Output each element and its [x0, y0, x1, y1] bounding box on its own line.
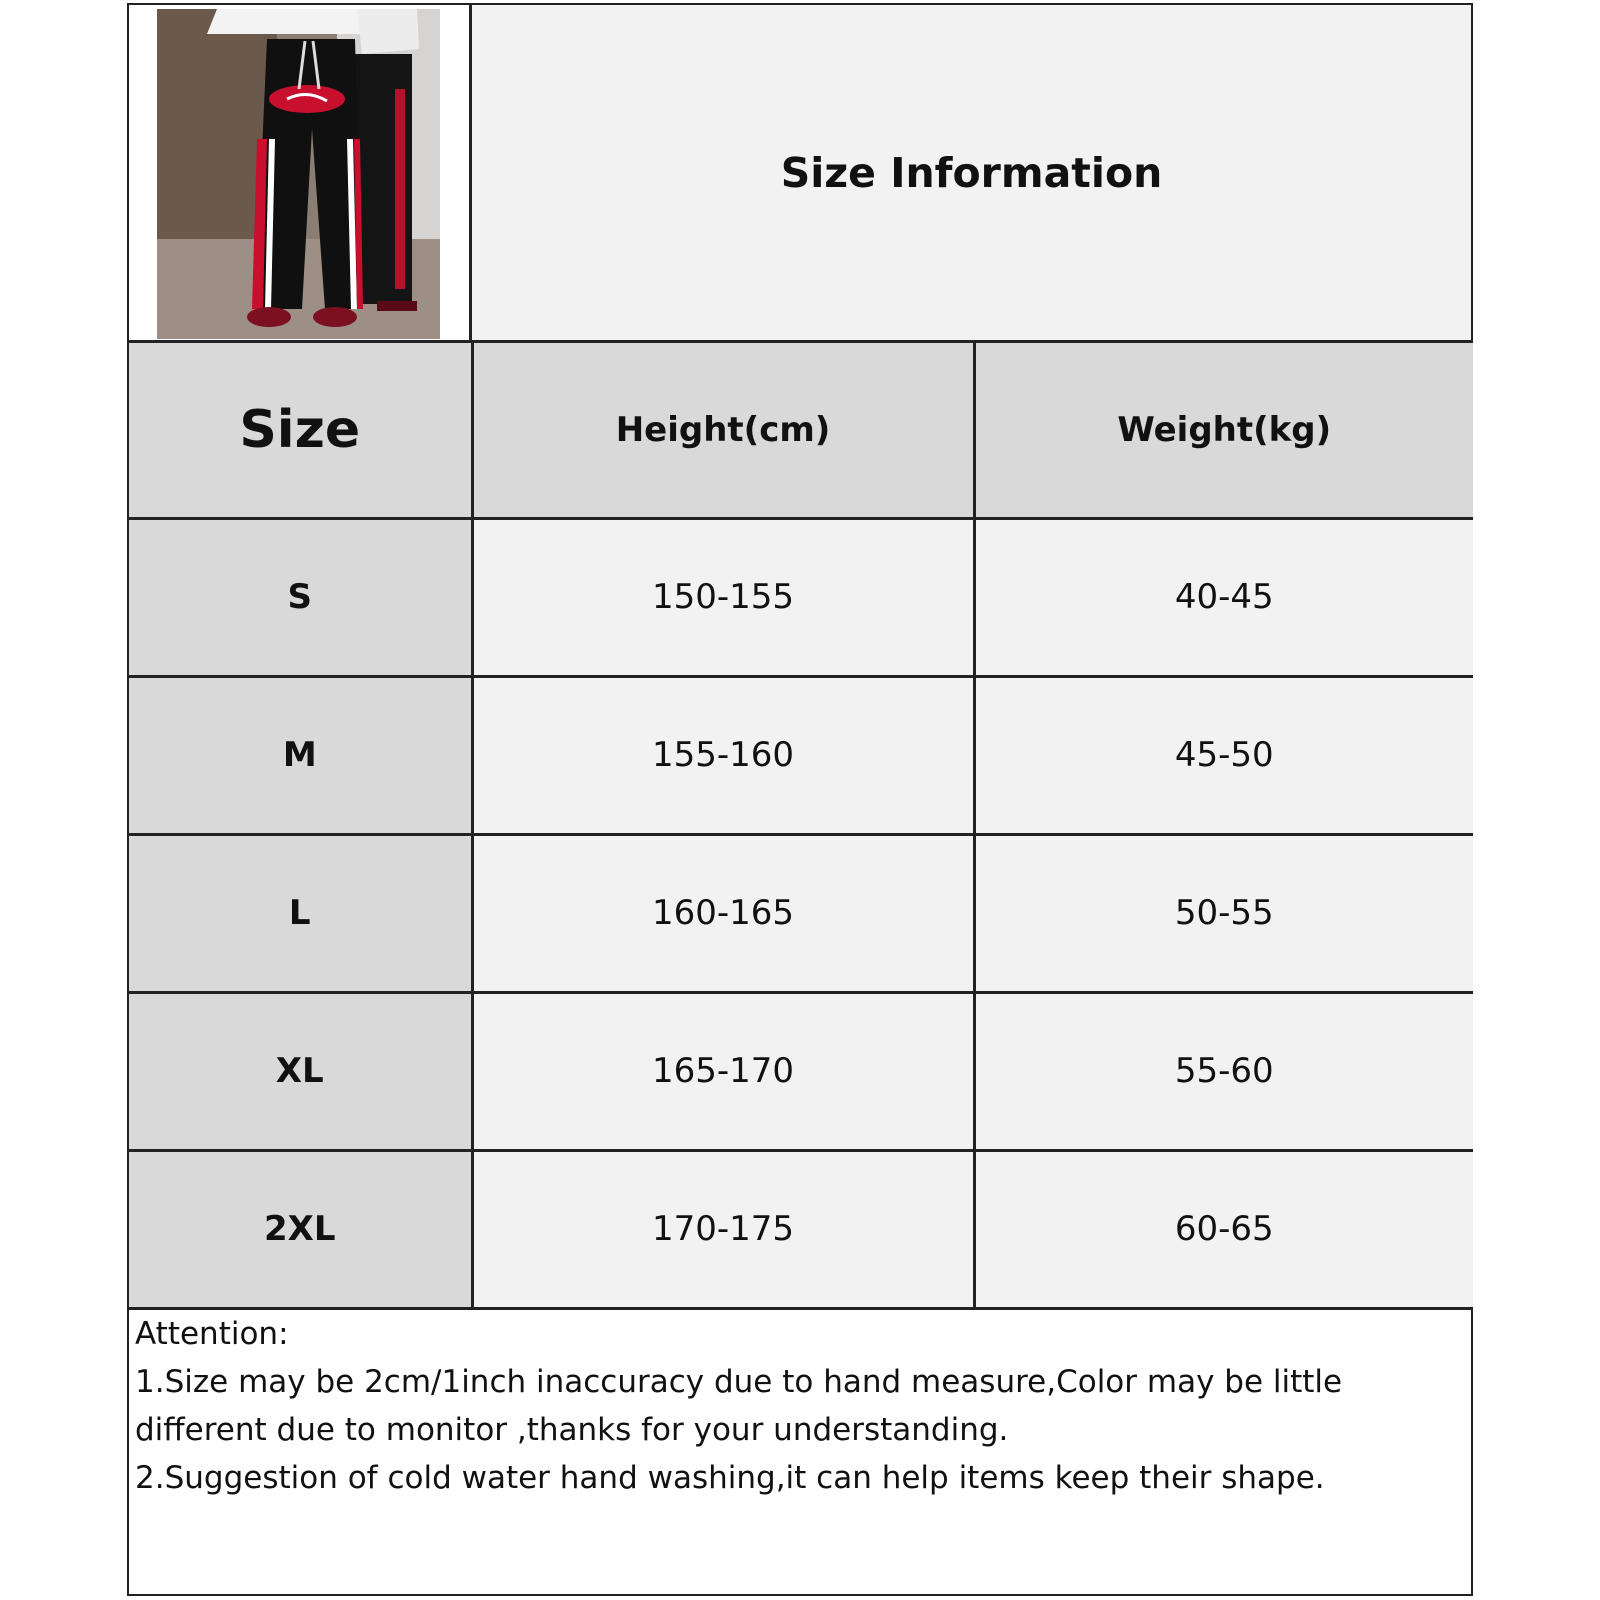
column-header-height: Height(cm): [472, 343, 974, 518]
size-chart-sheet: [127, 3, 1473, 1596]
weight-cell: 45-50: [974, 676, 1473, 834]
size-cell: 2XL: [129, 1150, 472, 1308]
title-cell: [472, 5, 1471, 340]
size-table: [129, 343, 1473, 1310]
notes-line-2: 2.Suggestion of cold water hand washing,it can help items keep their shape.: [135, 1460, 1325, 1496]
table-row: [129, 834, 1473, 992]
size-cell: M: [129, 676, 472, 834]
product-photo: [129, 5, 472, 340]
table-row: [129, 992, 1473, 1150]
notes-heading: Attention:: [135, 1316, 289, 1352]
weight-cell: 60-65: [974, 1150, 1473, 1308]
size-chart-header: [129, 5, 1471, 343]
product-photo-image: [157, 9, 440, 339]
table-header-row: [129, 343, 1473, 518]
size-cell: L: [129, 834, 472, 992]
size-cell: XL: [129, 992, 472, 1150]
table-row: [129, 518, 1473, 676]
column-header-size: Size: [129, 343, 472, 518]
weight-cell: 40-45: [974, 518, 1473, 676]
page-title: Size Information: [780, 148, 1163, 197]
height-cell: 160-165: [472, 834, 974, 992]
attention-notes: [135, 1310, 1451, 1502]
column-header-weight: Weight(kg): [974, 343, 1473, 518]
weight-cell: 50-55: [974, 834, 1473, 992]
height-cell: 155-160: [472, 676, 974, 834]
size-cell: S: [129, 518, 472, 676]
table-row: [129, 1150, 1473, 1308]
notes-line-1: 1.Size may be 2cm/1inch inaccuracy due to hand measure,Color may be little different due to monitor ,thanks for your understanding.: [135, 1364, 1343, 1448]
weight-cell: 55-60: [974, 992, 1473, 1150]
height-cell: 165-170: [472, 992, 974, 1150]
height-cell: 170-175: [472, 1150, 974, 1308]
table-row: [129, 676, 1473, 834]
height-cell: 150-155: [472, 518, 974, 676]
